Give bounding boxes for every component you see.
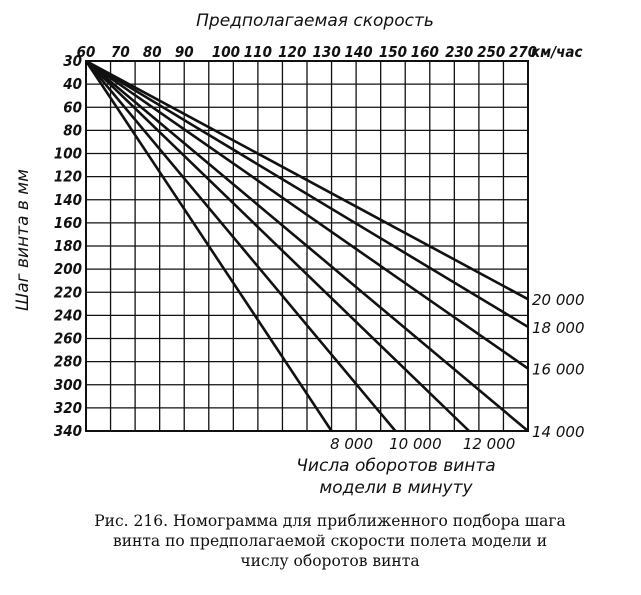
y-tick-label: 80	[63, 121, 82, 140]
x-tick-label: 160	[410, 43, 439, 61]
x-tick-label: 140	[344, 43, 373, 61]
x-tick-label: 230	[445, 43, 474, 61]
y-tick-label: 340	[53, 422, 82, 440]
x-tick-label: 130	[312, 43, 341, 61]
y-tick-label: 160	[53, 213, 82, 232]
y-tick-label: 30	[63, 52, 82, 70]
series-label: 14 000	[532, 423, 585, 441]
x-tick-label: 250	[477, 43, 506, 61]
x-tick-label: 110	[243, 43, 272, 61]
x-tick-label: 70	[110, 43, 130, 61]
series-label: 8 000	[330, 435, 374, 453]
x-axis-unit: км/час	[531, 43, 583, 61]
x-tick-label: 100	[211, 43, 241, 61]
series-axis-label-line1: Числа оборотов винта	[296, 456, 496, 476]
series-label: 16 000	[532, 360, 585, 379]
x-tick-label: 150	[378, 43, 408, 61]
series-label: 12 000	[462, 435, 516, 453]
series-axis-label-line2: модели в минуту	[319, 478, 473, 498]
y-axis-label: Шаг винта в мм	[13, 169, 33, 311]
x-tick-label: 120	[278, 43, 307, 61]
y-tick-label: 220	[53, 283, 82, 302]
y-axis-ticks	[54, 52, 82, 440]
series-label: 20 000	[532, 291, 585, 310]
y-tick-label: 40	[63, 75, 82, 94]
caption-line-1: Рис. 216. Номограмма для приближенного подбора шага	[94, 512, 566, 530]
y-tick-label: 120	[53, 167, 82, 186]
x-tick-label: 270	[509, 43, 538, 61]
y-tick-label: 280	[53, 352, 82, 371]
figure-caption	[40, 511, 620, 571]
x-tick-label: 90	[174, 43, 194, 61]
series-label: 18 000	[532, 318, 585, 337]
y-tick-label: 180	[53, 237, 82, 255]
x-axis-ticks	[77, 43, 538, 61]
x-tick-label: 60	[76, 43, 96, 61]
caption-line-2: винта по предполагаемой скорости полета модели и	[112, 532, 548, 550]
series-label: 10 000	[389, 435, 442, 453]
y-tick-label: 240	[53, 306, 82, 325]
y-tick-label: 140	[53, 190, 82, 209]
y-tick-label: 100	[53, 144, 82, 163]
caption-line-3: числу оборотов винта	[240, 552, 420, 570]
x-tick-label: 80	[142, 43, 162, 61]
y-tick-label: 200	[53, 260, 82, 279]
y-tick-label: 320	[53, 398, 82, 417]
chart-title: Предполагаемая скорость	[196, 11, 434, 31]
y-tick-label: 300	[53, 375, 82, 394]
y-tick-label: 260	[53, 329, 82, 348]
y-tick-label: 60	[63, 98, 82, 117]
